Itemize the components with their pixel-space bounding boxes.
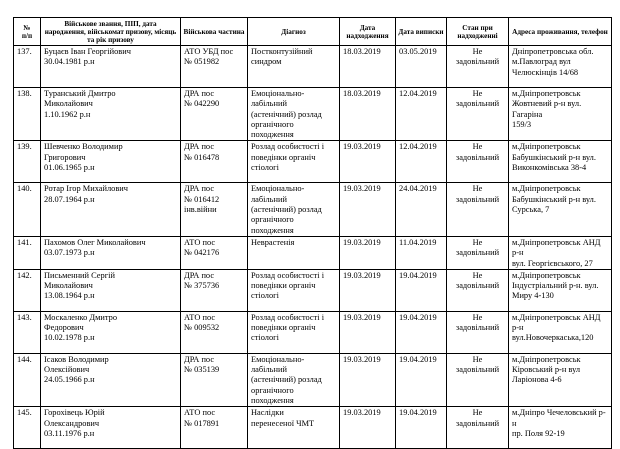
row-admitted-date: 18.03.2019	[340, 88, 396, 141]
row-diagnosis: Емоціонально- лабільний (астенічний) розлад органічного походження	[248, 183, 340, 236]
row-number: 141.	[14, 236, 41, 269]
row-unit: АТО пос № 017891	[181, 407, 248, 449]
row-unit: АТО пос № 042176	[181, 236, 248, 269]
header-unit: Військова частина	[181, 18, 248, 46]
row-number: 137.	[14, 46, 41, 88]
row-name: Пахомов Олег Миколайович 03.07.1973 р.н	[41, 236, 181, 269]
row-name: Москаленко Дмитро Федорович 10.02.1978 р.н	[41, 311, 181, 353]
row-name: Туранський Дмитро Миколайович 1.10.1962 р.н	[41, 88, 181, 141]
header-address: Адреса проживання, телефон	[509, 18, 612, 46]
row-discharged-date: 03.05.2019	[396, 46, 447, 88]
header-discharged: Дата виписки	[396, 18, 447, 46]
row-diagnosis: Розлад особистості і поведінки органіч стіологі	[248, 141, 340, 183]
header-admitted: Дата надходження	[340, 18, 396, 46]
row-number: 139.	[14, 141, 41, 183]
row-discharged-date: 12.04.2019	[396, 141, 447, 183]
row-unit: ДРА пос № 016412 інв.війни	[181, 183, 248, 236]
table-row	[14, 353, 612, 406]
row-address: м.Дніпропетровськ Бабушкінський р-н вул. Виконкомівська 38-4	[509, 141, 612, 183]
row-state: Не задовільний	[447, 141, 509, 183]
row-discharged-date: 12.04.2019	[396, 88, 447, 141]
row-state: Не задовільний	[447, 236, 509, 269]
row-unit: АТО пос № 009532	[181, 311, 248, 353]
header-num: № п/п	[14, 18, 41, 46]
row-diagnosis: Розлад особистості і поведінки органіч стіологі	[248, 311, 340, 353]
row-address: м.Дніпропетровськ Кіровський р-н вул Ларіонова 4-6	[509, 353, 612, 406]
row-unit: ДРА пос № 035139	[181, 353, 248, 406]
row-state: Не задовільний	[447, 269, 509, 311]
row-admitted-date: 19.03.2019	[340, 311, 396, 353]
row-admitted-date: 19.03.2019	[340, 407, 396, 449]
row-address: м.Дніпропетровськ Індустріальний р-н. вул. Миру 4-130	[509, 269, 612, 311]
row-discharged-date: 24.04.2019	[396, 183, 447, 236]
row-name: Горохівець Юрій Олександрович 03.11.1976 р.н	[41, 407, 181, 449]
row-diagnosis: Неврастенія	[248, 236, 340, 269]
row-admitted-date: 19.03.2019	[340, 183, 396, 236]
row-discharged-date: 11.04.2019	[396, 236, 447, 269]
table-row	[14, 183, 612, 236]
table-row	[14, 46, 612, 88]
row-diagnosis: Емоціонально- лабільний (астенічний) розлад органічного походження	[248, 88, 340, 141]
row-name: Буцаєв Іван Георгійович 30.04.1981 р.н	[41, 46, 181, 88]
row-number: 142.	[14, 269, 41, 311]
row-state: Не задовільний	[447, 183, 509, 236]
row-address: м.Дніпро Чечеловський р-н пр. Поля 92-19	[509, 407, 612, 449]
row-state: Не задовільний	[447, 88, 509, 141]
row-state: Не задовільний	[447, 407, 509, 449]
row-unit: ДРА пос № 375736	[181, 269, 248, 311]
row-unit: ДРА пос № 016478	[181, 141, 248, 183]
row-admitted-date: 19.03.2019	[340, 141, 396, 183]
row-diagnosis: Розлад особистості і поведінки органіч стіологі	[248, 269, 340, 311]
table-header-row	[14, 18, 612, 46]
table-row	[14, 88, 612, 141]
row-number: 143.	[14, 311, 41, 353]
row-address: м.Дніпропетровськ Бабушкінський р-н вул. Сурська, 7	[509, 183, 612, 236]
row-number: 138.	[14, 88, 41, 141]
row-number: 144.	[14, 353, 41, 406]
row-name: Ротар Ігор Михайлович 28.07.1964 р.н	[41, 183, 181, 236]
row-state: Не задовільний	[447, 353, 509, 406]
table-row	[14, 236, 612, 269]
row-name: Шевченко Володимир Григорович 01.06.1965 р.н	[41, 141, 181, 183]
row-diagnosis: Наслідки перенесеної ЧМТ	[248, 407, 340, 449]
row-admitted-date: 19.03.2019	[340, 236, 396, 269]
table-row	[14, 407, 612, 449]
row-admitted-date: 18.03.2019	[340, 46, 396, 88]
row-address: Дніпропетровська обл. м.Павлоград вул Челюскінців 14/68	[509, 46, 612, 88]
row-address: м.Дніпропетровськ АНД р-н вул.Новочеркаська,120	[509, 311, 612, 353]
row-number: 140.	[14, 183, 41, 236]
table-row	[14, 269, 612, 311]
row-state: Не задовільний	[447, 311, 509, 353]
row-discharged-date: 19.04.2019	[396, 311, 447, 353]
row-discharged-date: 19.04.2019	[396, 407, 447, 449]
row-admitted-date: 19.03.2019	[340, 269, 396, 311]
row-name: Ісаков Володимир Олексійович 24.05.1966 р.н	[41, 353, 181, 406]
row-name: Письменний Сергій Миколайович 13.08.1964 р.н	[41, 269, 181, 311]
row-discharged-date: 19.04.2019	[396, 269, 447, 311]
row-address: м.Дніпропетровськ АНД р-н вул. Георгієвського, 27	[509, 236, 612, 269]
patients-table	[13, 17, 612, 449]
row-state: Не задовільний	[447, 46, 509, 88]
header-state: Стан при надходженні	[447, 18, 509, 46]
row-admitted-date: 19.03.2019	[340, 353, 396, 406]
table-row	[14, 141, 612, 183]
row-number: 145.	[14, 407, 41, 449]
row-discharged-date: 19.04.2019	[396, 353, 447, 406]
header-name: Військове звання, ПІП, дата народження, військомат призову, місяць та рік призову	[41, 18, 181, 46]
row-diagnosis: Емоціонально- лабільний (астенічний) розлад органічного походження	[248, 353, 340, 406]
row-unit: АТО УБД пос № 051982	[181, 46, 248, 88]
table-row	[14, 311, 612, 353]
row-address: м.Дніпропетровськ Жовтневий р-н вул. Гагаріна 159/3	[509, 88, 612, 141]
header-diagnosis: Діагноз	[248, 18, 340, 46]
row-unit: ДРА пос № 042290	[181, 88, 248, 141]
row-diagnosis: Постконтузійний синдром	[248, 46, 340, 88]
